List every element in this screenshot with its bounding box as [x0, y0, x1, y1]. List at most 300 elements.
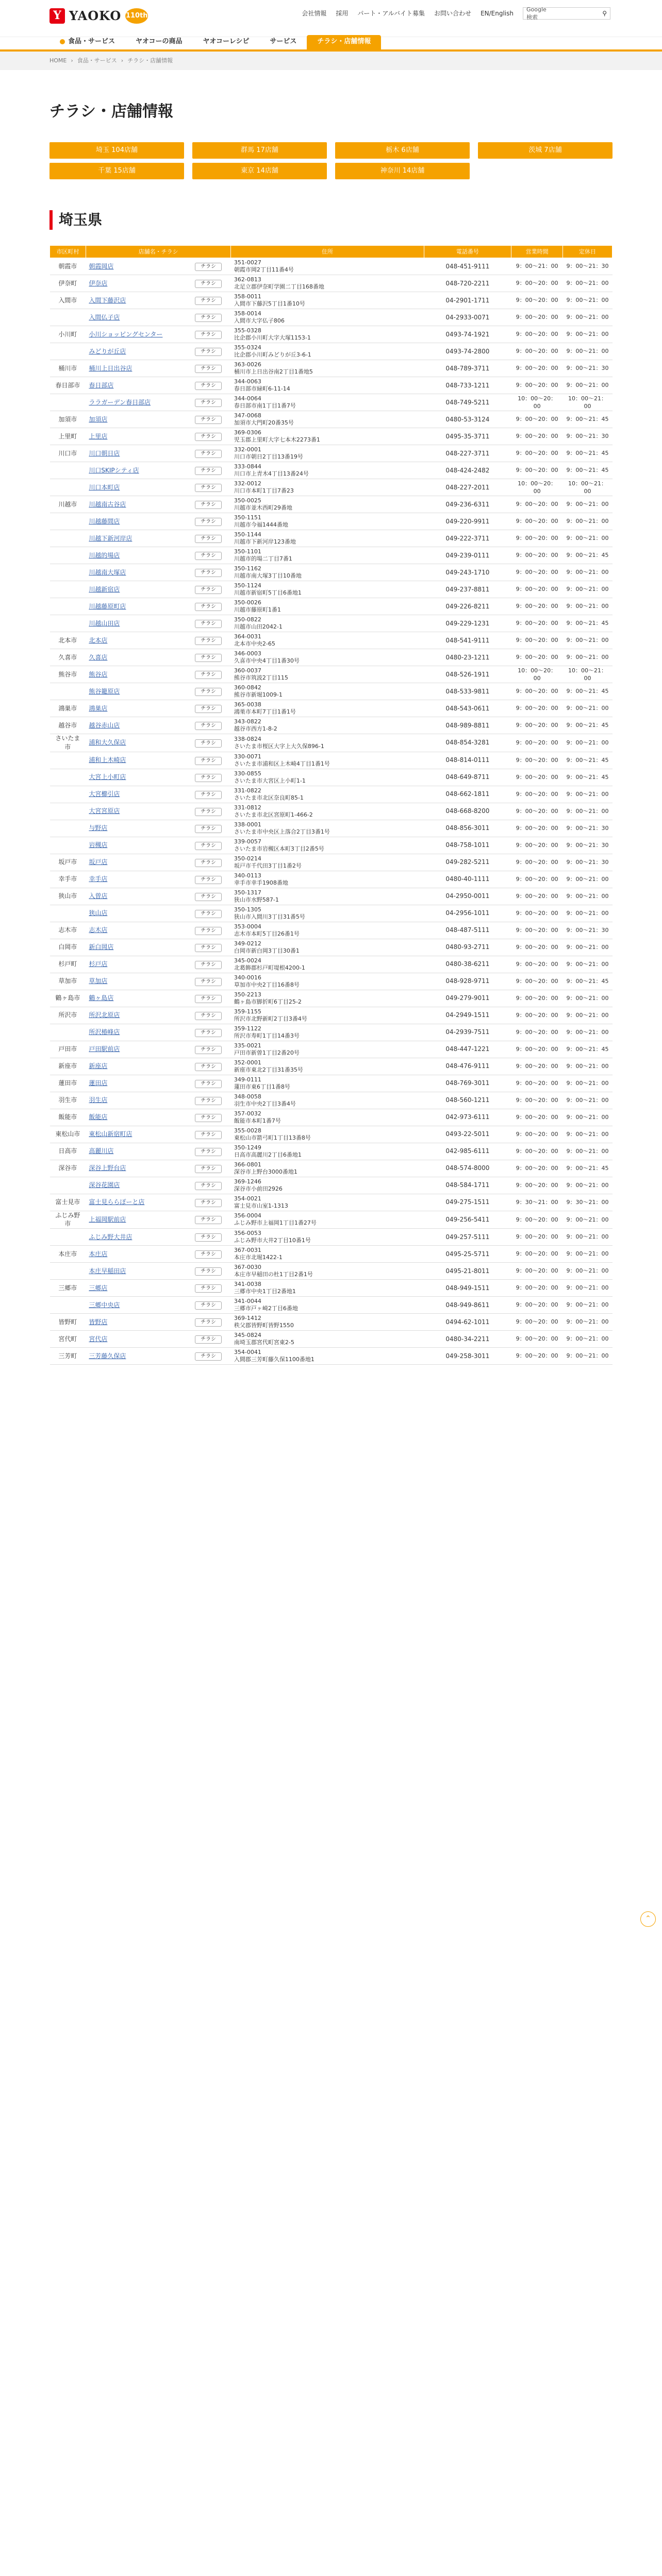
util-link-company[interactable]: 会社情報: [302, 9, 327, 17]
flyer-button[interactable]: チラシ: [195, 535, 222, 543]
util-link-english[interactable]: EN/English: [481, 9, 514, 17]
address-text: 川口市上青木4丁目13番24号: [234, 470, 309, 477]
flyer-button[interactable]: チラシ: [195, 791, 222, 799]
store-name-cell: [86, 1280, 192, 1297]
store-link[interactable]: 志木店: [89, 926, 108, 934]
store-link[interactable]: 川越南大塚店: [89, 568, 126, 576]
flyer-button[interactable]: チラシ: [195, 1233, 222, 1242]
hours-cell: 9：00～20：00: [511, 462, 563, 479]
address-text: 南埼玉郡宮代町宮東2-5: [234, 1339, 294, 1346]
hours-cell: 10：00～20：00: [511, 479, 563, 496]
flyer-cell: [192, 1246, 231, 1263]
area-cell: 久喜市: [50, 649, 86, 666]
holiday-cell: 9：00～21：30: [563, 820, 613, 837]
store-link[interactable]: 富士見ららぽーと店: [89, 1198, 145, 1206]
holiday-cell: 10：00～21：00: [563, 479, 613, 496]
store-link[interactable]: 羽生店: [89, 1096, 108, 1104]
address-cell: [231, 292, 424, 309]
flyer-button[interactable]: チラシ: [195, 1114, 222, 1122]
store-name-cell: [86, 1263, 192, 1280]
postal-code: 367-0031: [234, 1247, 261, 1254]
store-link[interactable]: ふじみ野大井店: [89, 1233, 133, 1241]
address-cell: [231, 564, 424, 581]
table-row: [50, 1126, 613, 1143]
flyer-button[interactable]: チラシ: [195, 1301, 222, 1310]
flyer-button[interactable]: チラシ: [195, 1267, 222, 1276]
postal-code: 350-1317: [234, 889, 261, 896]
flyer-button[interactable]: チラシ: [195, 1284, 222, 1293]
flyer-button[interactable]: チラシ: [195, 1012, 222, 1020]
flyer-button[interactable]: チラシ: [195, 1182, 222, 1190]
store-link[interactable]: 与野店: [89, 824, 108, 832]
address-text: 川口市朝日2丁目13番19号: [234, 453, 303, 460]
store-link[interactable]: 蓮田店: [89, 1079, 108, 1087]
hours-cell: 9：00～20：00: [511, 717, 563, 734]
area-cell: 杉戸町: [50, 956, 86, 973]
postal-code: 344-0063: [234, 378, 261, 385]
region-button-gunma[interactable]: 群馬 17店舗: [192, 142, 327, 159]
area-cell: 戸田市: [50, 1041, 86, 1058]
address-text: 深谷市小前田2926: [234, 1185, 283, 1192]
flyer-button[interactable]: チラシ: [195, 739, 222, 748]
store-link[interactable]: 入間仏子店: [89, 313, 120, 321]
store-link[interactable]: 大宮上小町店: [89, 773, 126, 781]
holiday-cell: 9：00～21：00: [563, 581, 613, 598]
phone-cell: 048-541-9111: [424, 632, 511, 649]
utility-nav: [302, 7, 610, 20]
store-name-cell: [86, 803, 192, 820]
holiday-cell: 9：00～21：00: [563, 990, 613, 1007]
flyer-button[interactable]: チラシ: [195, 876, 222, 884]
area-cell: [50, 530, 86, 547]
store-link[interactable]: 大宮櫛引店: [89, 790, 120, 798]
store-link[interactable]: 浦和大久保店: [89, 739, 126, 747]
store-link[interactable]: 川越新宿店: [89, 585, 120, 593]
store-name-cell: [86, 649, 192, 666]
address-text: 川越市山田2042-1: [234, 623, 283, 630]
store-link[interactable]: 草加店: [89, 977, 108, 985]
flyer-button[interactable]: チラシ: [195, 722, 222, 730]
store-link[interactable]: 深谷上野台店: [89, 1164, 126, 1172]
store-link[interactable]: ララガーデン春日部店: [89, 398, 151, 406]
store-name-cell: [86, 547, 192, 564]
hours-cell: 9：00～20：00: [511, 973, 563, 990]
flyer-button[interactable]: チラシ: [195, 1029, 222, 1037]
store-name-cell: [86, 734, 192, 752]
address-text: 蓮田市東6丁目1番8号: [234, 1083, 290, 1090]
store-link[interactable]: 飯能店: [89, 1113, 108, 1121]
address-text: 川越市南大塚3丁目10番地: [234, 572, 302, 579]
store-link[interactable]: 高麗川店: [89, 1147, 114, 1155]
postal-code: 362-0813: [234, 276, 261, 283]
phone-cell: 048-662-1811: [424, 786, 511, 803]
area-cell: 皆野町: [50, 1314, 86, 1331]
store-link[interactable]: 久喜店: [89, 653, 108, 661]
search-icon[interactable]: ⚲: [602, 9, 607, 17]
store-link[interactable]: 熊谷籠原店: [89, 687, 120, 695]
store-name-cell: [86, 1126, 192, 1143]
holiday-cell: 9：00～21：00: [563, 632, 613, 649]
store-link[interactable]: 桶川上日出谷店: [89, 364, 133, 372]
flyer-button[interactable]: チラシ: [195, 671, 222, 679]
store-link[interactable]: 川越下新河岸店: [89, 534, 133, 542]
header-area: 市区町村: [50, 246, 86, 258]
postal-code: 359-1122: [234, 1025, 261, 1032]
hours-cell: 9：00～20：00: [511, 1211, 563, 1229]
address-text: 秩父郡皆野町皆野1550: [234, 1322, 294, 1329]
postal-code: 353-0004: [234, 923, 261, 930]
flyer-button[interactable]: チラシ: [195, 961, 222, 969]
postal-code: 350-0822: [234, 616, 261, 623]
postal-code: 357-0032: [234, 1110, 261, 1117]
store-link[interactable]: 所沢北原店: [89, 1011, 120, 1019]
flyer-button[interactable]: チラシ: [195, 569, 222, 577]
address-cell: [231, 666, 424, 683]
area-cell: [50, 547, 86, 564]
holiday-cell: 9：00～21：00: [563, 1297, 613, 1314]
flyer-button[interactable]: チラシ: [195, 450, 222, 458]
breadcrumb-food-service[interactable]: 食品・サービス: [77, 57, 117, 64]
flyer-button[interactable]: チラシ: [195, 501, 222, 509]
flyer-button[interactable]: チラシ: [195, 1216, 222, 1224]
table-row: [50, 411, 613, 428]
store-link[interactable]: 川越藤原町店: [89, 602, 126, 610]
store-link[interactable]: 大宮宮原店: [89, 807, 120, 815]
address-cell: [231, 411, 424, 428]
address-cell: [231, 700, 424, 717]
holiday-cell: 9：00～21：00: [563, 1126, 613, 1143]
postal-code: 356-0053: [234, 1230, 261, 1237]
store-link[interactable]: 戸田駅前店: [89, 1045, 120, 1053]
search-input[interactable]: [549, 10, 600, 16]
flyer-button[interactable]: チラシ: [195, 1335, 222, 1344]
flyer-cell: [192, 939, 231, 956]
flyer-button[interactable]: チラシ: [195, 1250, 222, 1259]
table-row: [50, 547, 613, 564]
address-cell: [231, 990, 424, 1007]
flyer-button[interactable]: チラシ: [195, 944, 222, 952]
flyer-button[interactable]: チラシ: [195, 893, 222, 901]
flyer-cell: [192, 752, 231, 769]
store-link[interactable]: 鶴ヶ島店: [89, 994, 114, 1002]
table-row: [50, 803, 613, 820]
flyer-button[interactable]: チラシ: [195, 654, 222, 662]
area-cell: 春日部市: [50, 377, 86, 394]
flyer-button[interactable]: チラシ: [195, 1046, 222, 1054]
address-text: 幸手市幸手1908番地: [234, 879, 288, 886]
hours-cell: 9：00～20：00: [511, 871, 563, 888]
hours-cell: 9：00～20：00: [511, 820, 563, 837]
postal-code: 352-0001: [234, 1059, 261, 1066]
address-cell: [231, 258, 424, 275]
main-nav: [0, 37, 662, 52]
util-link-contact[interactable]: お問い合わせ: [434, 9, 472, 17]
address-cell: [231, 871, 424, 888]
flyer-button[interactable]: チラシ: [195, 995, 222, 1003]
store-link[interactable]: 加須店: [89, 415, 108, 423]
store-name-cell: [86, 1229, 192, 1246]
store-link[interactable]: 狭山店: [89, 909, 108, 917]
area-cell: さいたま市: [50, 734, 86, 752]
flyer-cell: [192, 479, 231, 496]
store-link[interactable]: 三郷中央店: [89, 1301, 120, 1309]
address-text: さいたま市岩槻区本町3丁目2番5号: [234, 845, 324, 852]
flyer-button[interactable]: チラシ: [195, 433, 222, 441]
address-text: 羽生市中央2丁目3番4号: [234, 1100, 296, 1107]
address-cell: [231, 275, 424, 292]
nav-food-service[interactable]: [49, 35, 125, 49]
store-link[interactable]: 小川ショッピングセンター: [89, 330, 163, 338]
flyer-button[interactable]: チラシ: [195, 705, 222, 713]
address-cell: [231, 632, 424, 649]
scroll-top-button[interactable]: [640, 1911, 656, 1927]
area-cell: 本庄市: [50, 1246, 86, 1263]
store-link[interactable]: 入曽店: [89, 892, 108, 900]
breadcrumb-separator: ›: [121, 57, 124, 64]
hours-cell: 9：00～20：00: [511, 615, 563, 632]
table-row: [50, 752, 613, 769]
header-phone: 電話番号: [424, 246, 511, 258]
holiday-cell: 9：00～21：45: [563, 683, 613, 700]
flyer-cell: [192, 922, 231, 939]
flyer-button[interactable]: チラシ: [195, 1352, 222, 1361]
store-link[interactable]: 春日部店: [89, 381, 114, 389]
holiday-cell: 9：00～21：30: [563, 854, 613, 871]
area-cell: [50, 683, 86, 700]
store-link[interactable]: 川口朝日店: [89, 449, 120, 457]
store-link[interactable]: 伊奈店: [89, 279, 108, 287]
flyer-button[interactable]: チラシ: [195, 688, 222, 696]
region-button-chiba[interactable]: 千葉 15店舗: [49, 163, 184, 179]
table-row: [50, 990, 613, 1007]
flyer-button[interactable]: チラシ: [195, 348, 222, 356]
table-row: [50, 326, 613, 343]
store-link[interactable]: 川口本町店: [89, 483, 120, 491]
flyer-button[interactable]: チラシ: [195, 1165, 222, 1173]
flyer-button[interactable]: チラシ: [195, 263, 222, 271]
store-name-cell: [86, 377, 192, 394]
region-button-kanagawa[interactable]: 神奈川 14店舗: [335, 163, 470, 179]
flyer-cell: [192, 769, 231, 786]
store-name-cell: [86, 309, 192, 326]
store-link[interactable]: 越谷赤山店: [89, 721, 120, 729]
store-link[interactable]: 杉戸店: [89, 960, 108, 968]
logo[interactable]: [49, 7, 148, 25]
phone-cell: 049-258-3011: [424, 1348, 511, 1365]
flyer-button[interactable]: チラシ: [195, 1080, 222, 1088]
util-link-recruit[interactable]: 採用: [336, 9, 349, 17]
store-link[interactable]: 三郷店: [89, 1284, 108, 1292]
store-name-cell: [86, 581, 192, 598]
nav-flyers-stores[interactable]: チラシ・店舗情報: [307, 35, 381, 49]
region-button-saitama[interactable]: 埼玉 104店舗: [49, 142, 184, 159]
phone-cell: 048-227-2011: [424, 479, 511, 496]
phone-cell: 048-989-8811: [424, 717, 511, 734]
flyer-cell: [192, 1041, 231, 1058]
store-link[interactable]: 岩槻店: [89, 841, 108, 849]
nav-recipes[interactable]: ヤオコーレシピ: [203, 37, 250, 45]
flyer-button[interactable]: チラシ: [195, 399, 222, 407]
store-link[interactable]: 朝霞岡店: [89, 262, 114, 270]
store-link[interactable]: 川越的場店: [89, 551, 120, 559]
flyer-button[interactable]: チラシ: [195, 416, 222, 424]
address-text: 所沢市寿町1丁目14番3号: [234, 1032, 300, 1039]
flyer-button[interactable]: チラシ: [195, 552, 222, 560]
store-link[interactable]: 三芳藤久保店: [89, 1352, 126, 1360]
flyer-button[interactable]: チラシ: [195, 518, 222, 526]
address-text: さいたま市中央区上落合2丁目3番1号: [234, 828, 330, 835]
hours-cell: 9：00～20：00: [511, 1041, 563, 1058]
flyer-button[interactable]: チラシ: [195, 280, 222, 288]
table-row: [50, 905, 613, 922]
flyer-cell: [192, 649, 231, 666]
address-cell: [231, 326, 424, 343]
holiday-cell: 9：00～21：00: [563, 1075, 613, 1092]
table-row: [50, 428, 613, 445]
flyer-button[interactable]: チラシ: [195, 1063, 222, 1071]
hours-cell: 9：00～20：00: [511, 1007, 563, 1024]
postal-code: 330-0071: [234, 753, 261, 760]
holiday-cell: 9：00～21：00: [563, 1109, 613, 1126]
flyer-button[interactable]: チラシ: [195, 1131, 222, 1139]
table-row: [50, 479, 613, 496]
flyer-button[interactable]: チラシ: [195, 382, 222, 390]
store-link[interactable]: みどりが丘店: [89, 347, 126, 355]
store-link[interactable]: 川越山田店: [89, 619, 120, 627]
store-link[interactable]: 皆野店: [89, 1318, 108, 1326]
postal-code: 350-1249: [234, 1144, 261, 1151]
region-button-ibaraki[interactable]: 茨城 7店舗: [478, 142, 613, 159]
flyer-button[interactable]: チラシ: [195, 620, 222, 628]
hours-cell: 9：00～20：00: [511, 990, 563, 1007]
hours-cell: 9：00～20：00: [511, 905, 563, 922]
store-link[interactable]: 北本店: [89, 636, 108, 644]
header-holiday: 定休日: [563, 246, 613, 258]
flyer-button[interactable]: チラシ: [195, 467, 222, 475]
store-link[interactable]: 川越南古谷店: [89, 500, 126, 508]
phone-cell: 048-560-1211: [424, 1092, 511, 1109]
address-cell: [231, 752, 424, 769]
store-link[interactable]: 浦和上木崎店: [89, 756, 126, 764]
flyer-button[interactable]: チラシ: [195, 910, 222, 918]
address-text: 本庄市早稲田の杜1丁目2番1号: [234, 1271, 313, 1278]
flyer-button[interactable]: チラシ: [195, 297, 222, 305]
flyer-button[interactable]: チラシ: [195, 978, 222, 986]
area-cell: [50, 752, 86, 769]
store-link[interactable]: 所沢椿峰店: [89, 1028, 120, 1036]
store-link[interactable]: 入間下藤沢店: [89, 296, 126, 304]
store-name-cell: [86, 1348, 192, 1365]
holiday-cell: 9：00～21：45: [563, 615, 613, 632]
flyer-button[interactable]: チラシ: [195, 774, 222, 782]
address-cell: [231, 803, 424, 820]
flyer-cell: [192, 1229, 231, 1246]
store-link[interactable]: 本庄店: [89, 1250, 108, 1258]
address-text: 狭山市水野587-1: [234, 896, 279, 903]
table-row: [50, 343, 613, 360]
holiday-cell: 9：00～21：00: [563, 1092, 613, 1109]
address-text: 桶川市上日出谷南2丁目1番地5: [234, 368, 313, 375]
store-link[interactable]: 新白岡店: [89, 943, 114, 951]
flyer-button[interactable]: チラシ: [195, 586, 222, 594]
nav-products[interactable]: ヤオコーの商品: [136, 37, 183, 45]
flyer-button[interactable]: チラシ: [195, 331, 222, 339]
store-name-cell: [86, 683, 192, 700]
flyer-button[interactable]: チラシ: [195, 842, 222, 850]
hours-cell: 9：00～20：00: [511, 411, 563, 428]
flyer-button[interactable]: チラシ: [195, 1148, 222, 1156]
flyer-button[interactable]: チラシ: [195, 1318, 222, 1327]
store-link[interactable]: 東松山新宿町店: [89, 1130, 133, 1138]
phone-cell: 0495-25-5711: [424, 1246, 511, 1263]
address-text: 志木市本町5丁目26番1号: [234, 930, 300, 937]
store-link[interactable]: 宮代店: [89, 1335, 108, 1343]
flyer-button[interactable]: チラシ: [195, 825, 222, 833]
store-link[interactable]: 本庄早稲田店: [89, 1267, 126, 1275]
phone-cell: 0495-35-3711: [424, 428, 511, 445]
address-cell: [231, 1194, 424, 1211]
flyer-button[interactable]: チラシ: [195, 365, 222, 373]
flyer-button[interactable]: チラシ: [195, 927, 222, 935]
store-link[interactable]: 坂戸店: [89, 858, 108, 866]
logo-text: YAOKO: [69, 8, 122, 23]
area-cell: 三郷市: [50, 1280, 86, 1297]
address-cell: [231, 820, 424, 837]
flyer-button[interactable]: チラシ: [195, 603, 222, 611]
address-cell: [231, 1160, 424, 1177]
table-row: [50, 1160, 613, 1177]
breadcrumb-home[interactable]: HOME: [49, 57, 67, 64]
store-link[interactable]: 川口SKIPシティ店: [89, 466, 139, 474]
region-button-tokyo[interactable]: 東京 14店舗: [192, 163, 327, 179]
holiday-cell: 9：00～21：00: [563, 786, 613, 803]
flyer-button[interactable]: チラシ: [195, 314, 222, 322]
util-link-parttime[interactable]: パート・アルバイト募集: [357, 9, 425, 17]
store-name-cell: [86, 564, 192, 581]
flyer-button[interactable]: チラシ: [195, 637, 222, 645]
address-cell: [231, 1229, 424, 1246]
logo-mark-icon: Y: [49, 8, 65, 24]
hours-cell: 9：00～20：00: [511, 837, 563, 854]
store-link[interactable]: 熊谷店: [89, 670, 108, 678]
flyer-button[interactable]: チラシ: [195, 1199, 222, 1207]
flyer-button[interactable]: チラシ: [195, 1097, 222, 1105]
nav-services[interactable]: サービス: [270, 37, 297, 45]
postal-code: 355-0328: [234, 327, 261, 334]
flyer-button[interactable]: チラシ: [195, 757, 222, 765]
store-link[interactable]: 深谷花園店: [89, 1181, 120, 1189]
flyer-button[interactable]: チラシ: [195, 808, 222, 816]
store-link[interactable]: 新座店: [89, 1062, 108, 1070]
store-link[interactable]: 上里店: [89, 432, 108, 440]
search-box[interactable]: [523, 7, 610, 20]
table-row: [50, 1092, 613, 1109]
store-name-cell: [86, 445, 192, 462]
flyer-cell: [192, 462, 231, 479]
flyer-button[interactable]: チラシ: [195, 859, 222, 867]
store-link[interactable]: 鴻巣店: [89, 704, 108, 712]
store-link[interactable]: 上福岡駅前店: [89, 1215, 126, 1223]
area-cell: 坂戸市: [50, 854, 86, 871]
store-link[interactable]: 幸手店: [89, 875, 108, 883]
flyer-button[interactable]: チラシ: [195, 484, 222, 492]
holiday-cell: 9：00～21：45: [563, 752, 613, 769]
address-text: 春日部市緑町6-11-14: [234, 385, 290, 392]
area-cell: [50, 1229, 86, 1246]
region-button-tochigi[interactable]: 栃木 6店舗: [335, 142, 470, 159]
store-link[interactable]: 川越藤間店: [89, 517, 120, 525]
hours-cell: 9：00～20：00: [511, 1280, 563, 1297]
